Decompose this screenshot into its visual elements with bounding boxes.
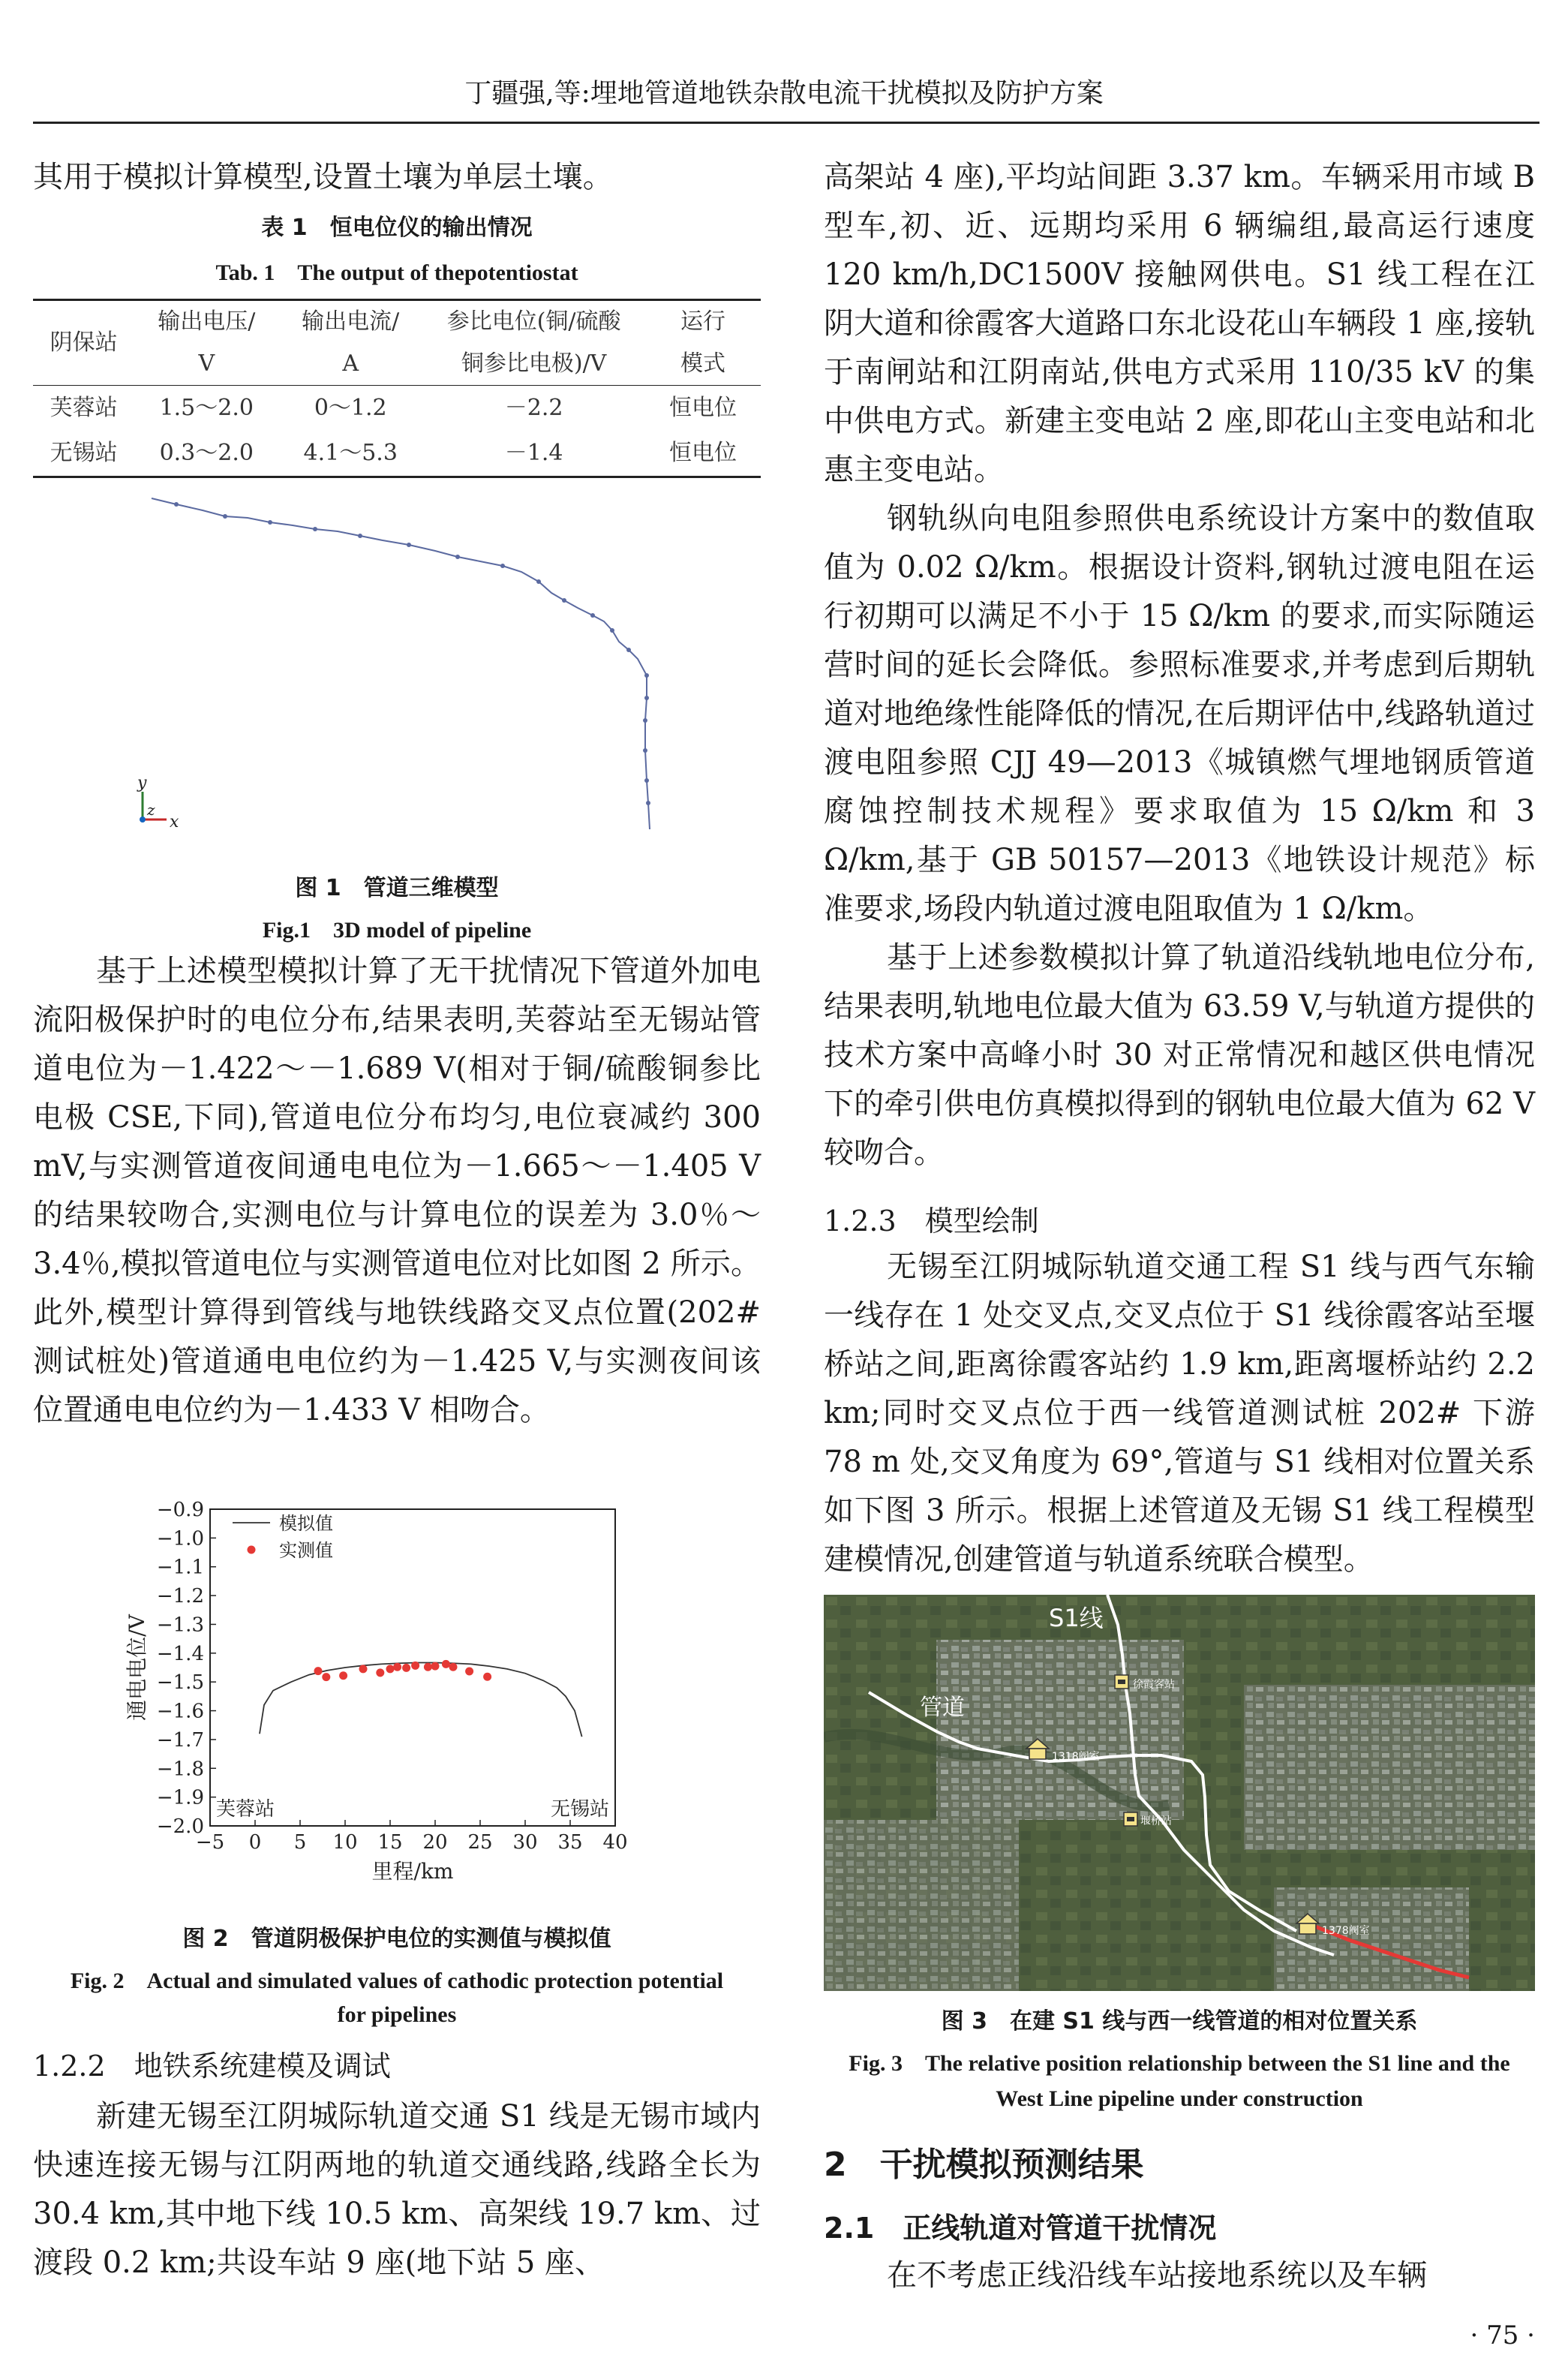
measured-point: [393, 1663, 401, 1671]
fig1-caption-cn: 图 1 管道三维模型: [295, 875, 499, 901]
fig2-caption-en-1: Fig. 2 Actual and simulated values of cathodic protection potential: [70, 1968, 724, 1993]
section-2-1-heading: 2.1 正线轨道对管道干扰情况: [824, 2212, 1217, 2245]
axis-triad: [137, 774, 179, 832]
fig2-caption-en-2: for pipelines: [337, 2002, 457, 2027]
section-2-heading: 2 干扰模拟预测结果: [824, 2146, 1144, 2184]
fig2-caption-cn: 图 2 管道阴极保护电位的实测值与模拟值: [182, 1926, 611, 1952]
th-mode-a: 运行: [680, 308, 725, 335]
th-ref-b: 铜参比电极)/V: [461, 350, 607, 377]
y-tick-label: −1.8: [156, 1758, 204, 1781]
measured-point: [449, 1663, 458, 1671]
measured-point: [442, 1660, 450, 1668]
intro-line: 其用于模拟计算模型,设置土壤为单层土壤。: [33, 160, 613, 194]
y-tick-label: −1.5: [156, 1671, 204, 1695]
valve-label-2: 1378阀室: [1322, 1925, 1370, 1937]
page-number: · 75 ·: [1470, 2320, 1535, 2350]
measured-point: [359, 1665, 368, 1673]
paragraph: 新建无锡至江阴城际轨道交通 S1 线是无锡市域内快速连接无锡与江阴两地的轨道交通线路,线路全长为 30.4 km,其中地下线 10.5 km、高架线 19.7 km、过渡段 0.2 km;共设车站 9 座(地下站 5 座、: [33, 2099, 761, 2280]
map-svg: [824, 1595, 1535, 1991]
x-tick-label: 35: [557, 1831, 583, 1854]
fig3-caption-en-2: West Line pipeline under construction: [996, 2086, 1363, 2111]
legend-label-measured: 实测值: [279, 1540, 333, 1561]
pipeline-label: 管道: [920, 1695, 965, 1721]
paragraph: 在不考虑正线沿线车站接地系统以及车辆: [887, 2258, 1427, 2293]
measured-point: [376, 1668, 384, 1677]
paragraph: 钢轨纵向电阻参照供电系统设计方案中的数值取值为 0.02 Ω/km。根据设计资料,钢轨过渡电阻在运行初期可以满足不小于 15 Ω/km 的要求,而实际随运营时间的延长会降低。参照标准要求,并考虑到后期轨道对地绝缘性能降低的情况,在后期评估中,线路轨道过渡电阻参照 CJJ 49—2013《城镇燃气埋地钢质管道腐蚀控制技术规程》要求取值为 15 Ω/km 和 3 Ω/km,基于 GB 50157—2013《地铁设计规范》标准要求,场段内轨道过渡电阻取值为 1 Ω/km。: [824, 501, 1535, 926]
y-axis-label: 通电电位/V: [125, 1614, 149, 1721]
x-tick-label: −5: [195, 1831, 225, 1854]
table1-title-en: Tab. 1 The output of thepotentiostat: [215, 260, 578, 285]
table-cell: 0.3～2.0: [159, 440, 254, 466]
measured-point: [431, 1662, 440, 1671]
left-paragraph-2: [33, 2092, 761, 2287]
s1-label: S1线: [1049, 1604, 1104, 1632]
table-cell: 0～1.2: [314, 395, 387, 421]
y-tick-label: −1.4: [156, 1642, 204, 1665]
table-cell: 恒电位: [669, 440, 737, 466]
x-tick-label: 25: [467, 1831, 493, 1854]
x-axis-label: 里程/km: [371, 1859, 454, 1884]
table-cell: 芙蓉站: [50, 395, 118, 421]
measured-point: [322, 1673, 330, 1681]
axis-x-label: x: [170, 813, 179, 832]
measured-point: [424, 1663, 432, 1671]
y-tick-label: −1.1: [156, 1556, 204, 1579]
y-tick-label: −2.0: [156, 1815, 204, 1838]
x-tick-label: 0: [248, 1831, 262, 1854]
table-row: [33, 431, 761, 477]
running-header: 丁疆强,等:埋地管道地铁杂散电流干扰模拟及防护方案: [464, 78, 1104, 109]
header-rule: [33, 122, 1539, 124]
section-1-2-3: 1.2.3 模型绘制: [824, 1205, 1039, 1238]
x-tick-label: 15: [377, 1831, 403, 1854]
table-row: [33, 386, 761, 432]
y-tick-label: −1.0: [156, 1527, 204, 1550]
annotation-end-station: 无锡站: [550, 1798, 609, 1821]
th-voltage-b: V: [198, 350, 215, 377]
table-cell: 无锡站: [50, 440, 118, 466]
y-tick-label: −0.9: [156, 1499, 204, 1521]
paragraph: 高架站 4 座),平均站间距 3.37 km。车辆采用市域 B 型车,初、近、远期均采用 6 辆编组,最高运行速度 120 km/h,DC1500V 接触网供电。S1 线工程在江阴大道和徐霞客大道路口东北设花山车辆段 1 座,接轨于南闸站和江阴南站,供电方式采用 110/35 kV 的集中供电方式。新建主变电站 2 座,即花山主变电站和北惠主变电站。: [824, 160, 1535, 487]
measured-point: [465, 1667, 473, 1675]
legend-dot-marker: [248, 1546, 256, 1554]
fig1-caption-en: Fig.1 3D model of pipeline: [262, 918, 532, 943]
x-tick-label: 30: [512, 1831, 538, 1854]
th-current-a: 输出电流/: [302, 308, 400, 335]
measured-point: [402, 1664, 410, 1672]
x-tick-label: 40: [602, 1831, 628, 1854]
pipeline-polyline: [152, 498, 650, 829]
axis-z-label: z: [147, 801, 155, 819]
station-label-2: 堰桥站: [1140, 1815, 1172, 1827]
y-tick-label: −1.9: [156, 1786, 204, 1809]
paragraph: 无锡至江阴城际轨道交通工程 S1 线与西气东输一线存在 1 处交叉点,交叉点位于 S1 线徐霞客站至堰桥站之间,距离徐霞客站约 1.9 km,距离堰桥站约 2.2 km;同时交叉点位于西一线管道测试桩 202# 下游 78 m 处,交叉角度为 69°,管道与 S1 线相对位置关系如下图 3 所示。根据上述管道及无锡 S1 线工程模型建模情况,创建管道与轨道系统联合模型。: [824, 1250, 1535, 1577]
fig3-satellite-map: [824, 1595, 1535, 1991]
axis-y-label: y: [137, 774, 147, 792]
table1: [33, 299, 761, 478]
left-column: [33, 153, 761, 202]
table-cell: －1.4: [504, 440, 563, 466]
section-1-2-2: 1.2.2 地铁系统建模及调试: [33, 2050, 391, 2083]
fig2-chart: [33, 1497, 761, 1914]
fig3-caption-cn: 图 3 在建 S1 线与西一线管道的相对位置关系: [941, 2008, 1418, 2035]
annotation-start-station: 芙蓉站: [216, 1798, 275, 1821]
pipeline-nodes: [174, 502, 650, 805]
y-tick-label: −1.2: [156, 1585, 204, 1608]
th-ref-a: 参比电位(铜/硫酸: [446, 308, 621, 335]
paragraph: 基于上述参数模拟计算了轨道沿线轨地电位分布,结果表明,轨地电位最大值为 63.59 V,与轨道方提供的技术方案中高峰小时 30 对正常情况和越区供电情况下的牵引供电仿真模拟得到的钢轨电位最大值为 62 V 较吻合。: [824, 940, 1535, 1170]
measured-point: [483, 1673, 491, 1681]
y-tick-label: −1.3: [156, 1614, 204, 1637]
right-paragraph-7: [824, 2251, 1535, 2300]
right-column: [824, 153, 1535, 1177]
table-cell: 1.5～2.0: [159, 395, 254, 421]
table-cell: 4.1～5.3: [303, 440, 398, 466]
th-voltage-a: 输出电压/: [158, 308, 256, 335]
measured-point: [339, 1671, 347, 1680]
station-label-1: 徐霞客站: [1133, 1679, 1175, 1691]
table-cell: 恒电位: [669, 395, 737, 421]
legend-label-simulated: 模拟值: [279, 1513, 333, 1534]
left-paragraph-1: [33, 947, 761, 1435]
measured-point: [386, 1665, 395, 1673]
x-tick-label: 5: [293, 1831, 307, 1854]
x-tick-label: 20: [422, 1831, 448, 1854]
x-tick-label: 10: [332, 1831, 358, 1854]
th-mode-b: 模式: [680, 350, 725, 377]
y-tick-label: −1.7: [156, 1728, 204, 1752]
measured-point: [314, 1667, 323, 1675]
series-simulated-line: [260, 1662, 582, 1737]
station-icon: [1115, 1675, 1128, 1689]
th-station: 阴保站: [50, 329, 118, 356]
table-cell: －2.2: [504, 395, 563, 421]
station-icon: [1124, 1812, 1137, 1826]
paragraph: 基于上述模型模拟计算了无干扰情况下管道外加电流阳极保护时的电位分布,结果表明,芙蓉站至无锡站管道电位为－1.422～－1.689 V(相对于铜/硫酸铜参比电极 CSE,下同),管道电位分布均匀,电位衰减约 300 mV,与实测管道夜间通电电位为－1.665～－1.405 V 的结果较吻合,实测电位与计算电位的误差为 3.0％～3.4％,模拟管道电位与实测管道电位对比如图 2 所示。此外,模型计算得到管线与地铁线路交叉点位置(202# 测试桩处)管道通电电位约为－1.425 V,与实测夜间该位置通电电位约为－1.433 V 相吻合。: [33, 954, 761, 1427]
right-paragraph-6: [824, 1243, 1535, 1584]
table1-title-cn: 表 1 恒电位仪的输出情况: [261, 215, 533, 241]
measured-point: [411, 1662, 419, 1670]
y-tick-label: −1.6: [156, 1700, 204, 1723]
th-current-b: A: [342, 350, 359, 377]
fig1-pipeline-model: [113, 488, 728, 848]
fig3-caption-en-1: Fig. 3 The relative position relationship between the S1 line and the: [849, 2051, 1510, 2076]
valve-label-1: 1318阀室: [1052, 1751, 1100, 1763]
